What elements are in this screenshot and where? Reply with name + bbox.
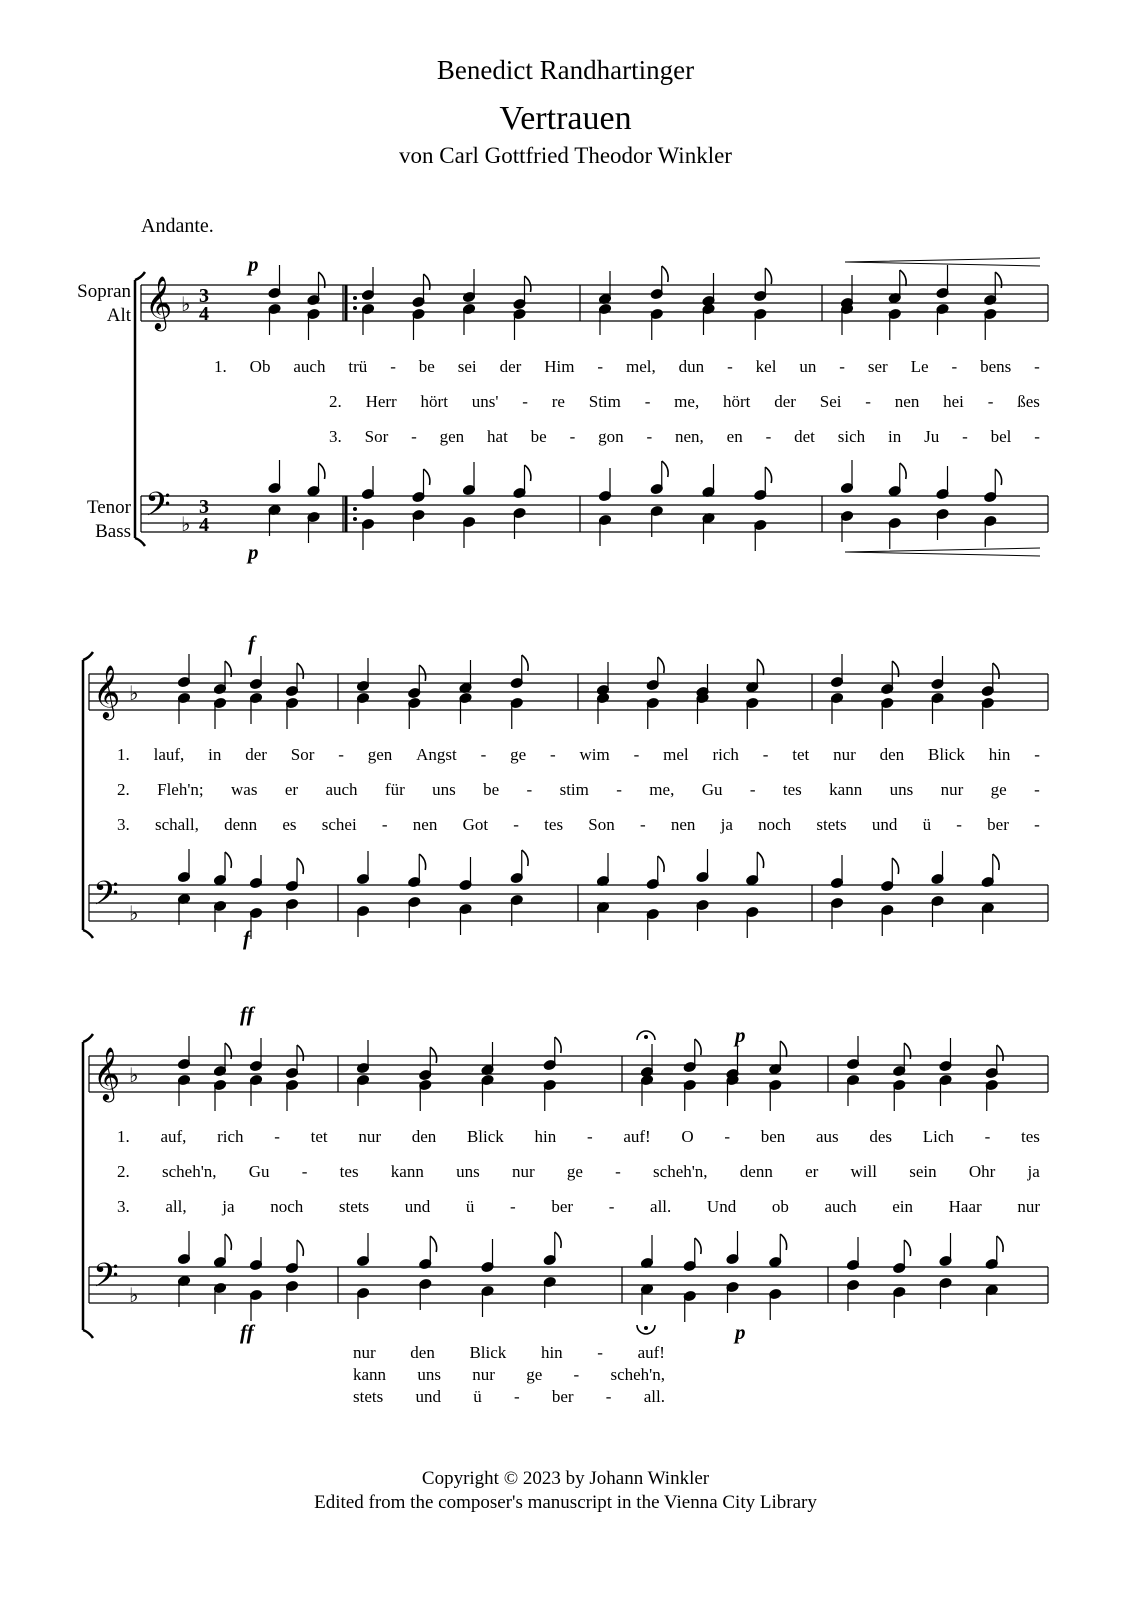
piece-title: Vertrauen <box>499 100 632 137</box>
lyric-syllable: auf, <box>160 1127 187 1146</box>
lyric-syllable: auch <box>325 780 358 799</box>
lyric-syllable: der <box>774 392 796 411</box>
treble-clef-icon: 𝄞 <box>145 275 173 329</box>
lyric-syllable: gen <box>367 745 393 764</box>
lyric-syllable: - <box>727 357 733 376</box>
flag <box>658 657 664 673</box>
bass-clef-icon: 𝄢 <box>93 1257 119 1303</box>
lyric-syllable: lauf, <box>153 745 185 764</box>
flag <box>555 1037 561 1053</box>
verse-number: 3. <box>117 815 130 834</box>
lyric-syllable: auf! <box>623 1127 651 1146</box>
lyric-syllable: hört <box>723 392 751 411</box>
flag <box>424 469 430 485</box>
repeat-dot <box>353 296 357 300</box>
lyric-syllable: auch <box>293 357 326 376</box>
lyric-syllable: bens <box>980 357 1012 376</box>
lyric-syllable: nur <box>940 780 964 799</box>
lyric-syllable: stets <box>816 815 847 834</box>
treble-clef-icon: 𝄞 <box>93 1046 121 1100</box>
lyric-syllable: Lich <box>922 1127 954 1146</box>
lyric-syllable: uns <box>417 1365 441 1384</box>
lyric-syllable: - <box>597 1343 603 1362</box>
lyric-syllable: scheh'n, <box>610 1365 665 1384</box>
bass-clef-icon: 𝄢 <box>145 486 171 532</box>
lyric-syllable: Angst <box>416 745 457 764</box>
lyric-syllable: stets <box>353 1387 384 1406</box>
lyric-syllable: Le <box>910 357 929 376</box>
lyric-syllable: in <box>208 745 222 764</box>
lyric-syllable: und <box>871 815 898 834</box>
time-signature-denominator: 4 <box>199 514 209 536</box>
lyric-syllable: - <box>597 357 604 376</box>
lyric-syllable: - <box>633 745 640 764</box>
flag <box>319 463 325 479</box>
lyric-syllable: Got <box>462 815 489 834</box>
flag <box>780 1234 786 1250</box>
lyric-syllable: sich <box>837 427 866 446</box>
lyric-syllable: - <box>522 392 528 411</box>
edition-note: Edited from the composer's manuscript in the Vienna City Library <box>314 1492 817 1513</box>
lyric-syllable: - <box>608 1197 615 1216</box>
dynamic-forte: f <box>248 631 255 655</box>
lyric-syllable: Him <box>544 357 575 376</box>
lyric-syllable: sei <box>457 357 477 376</box>
lyric-syllable: tes <box>544 815 564 834</box>
lyric-syllable: ben <box>760 1127 786 1146</box>
lyric-syllable: hört <box>420 392 448 411</box>
flag <box>757 852 763 868</box>
lyric-syllable: - <box>550 745 556 764</box>
flag <box>430 1047 436 1063</box>
lyric-syllable: be <box>530 427 547 446</box>
hairpin <box>845 548 1040 556</box>
lyric-line <box>329 392 1040 412</box>
lyric-syllable: hat <box>487 427 508 446</box>
lyric-syllable: bel <box>990 427 1012 446</box>
lyric-syllable: - <box>569 427 576 446</box>
lyric-syllable: Ob <box>249 357 271 376</box>
flag <box>662 461 668 477</box>
flag <box>765 268 771 284</box>
lyric-syllable: - <box>646 427 653 446</box>
lyric-syllable: - <box>526 780 533 799</box>
lyric-syllable: des <box>869 1127 893 1146</box>
flag <box>225 1234 231 1250</box>
flag <box>757 659 763 675</box>
lyric-syllable: tes <box>1021 1127 1040 1146</box>
lyric-syllable: auf! <box>637 1343 665 1362</box>
lyric-syllable: - <box>510 1197 516 1216</box>
lyric-syllable: ja <box>1027 1162 1040 1181</box>
lyric-syllable: be <box>483 780 500 799</box>
lyric-syllable: nen <box>412 815 438 834</box>
lyric-syllable: uns' <box>471 392 499 411</box>
lyric-syllable: wim <box>579 745 610 764</box>
lyric-syllable: und <box>415 1387 441 1406</box>
verse-number: 1. <box>214 357 227 376</box>
lyric-syllable: kann <box>390 1162 424 1181</box>
lyric-syllable: dun <box>678 357 705 376</box>
lyric-syllable: auch <box>824 1197 857 1216</box>
lyric-line <box>117 815 1040 835</box>
lyric-syllable: ja <box>720 815 733 834</box>
lyric-syllable: - <box>1034 745 1040 764</box>
flat-icon: ♭ <box>129 681 139 705</box>
lyric-syllable: - <box>956 815 962 834</box>
lyric-syllable: er <box>805 1162 819 1181</box>
lyric-line <box>214 357 1040 377</box>
lyric-syllable: noch <box>270 1197 304 1216</box>
lyric-line <box>117 780 1040 800</box>
lyric-syllable: Blick <box>928 745 965 764</box>
lyric-syllable: ge <box>510 745 527 764</box>
lyric-syllable: scheh'n, <box>161 1162 217 1181</box>
copyright-notice: Copyright © 2023 by Johann Winkler <box>421 1468 710 1489</box>
flag <box>695 1238 701 1254</box>
lyric-syllable: - <box>605 1387 612 1406</box>
flag <box>419 665 425 681</box>
lyric-syllable: schei <box>321 815 357 834</box>
lyric-syllable: Haar <box>948 1197 982 1216</box>
lyric-syllable: den <box>411 1127 437 1146</box>
lyric-syllable: - <box>480 745 487 764</box>
lyric-syllable: rich <box>217 1127 244 1146</box>
time-signature-denominator: 4 <box>199 303 209 325</box>
flag <box>900 463 906 479</box>
lyric-syllable: Gu <box>701 780 723 799</box>
lyric-syllable: Ohr <box>968 1162 996 1181</box>
lyric-syllable: hei <box>943 392 964 411</box>
lyric-syllable: en <box>726 427 743 446</box>
lyric-syllable: Fleh'n; <box>157 780 204 799</box>
flag <box>225 852 231 868</box>
flag <box>297 858 303 874</box>
lyric-line-lower <box>353 1343 665 1363</box>
repeat-dot <box>353 517 357 521</box>
verse-number: 2. <box>329 392 342 411</box>
lyric-syllable: will <box>850 1162 877 1181</box>
flag <box>904 1240 910 1256</box>
lyric-syllable: noch <box>758 815 792 834</box>
lyric-syllable: O <box>681 1127 694 1146</box>
lyric-syllable: aus <box>816 1127 839 1146</box>
lyric-syllable: - <box>762 745 769 764</box>
lyric-syllable: ber <box>987 815 1009 834</box>
repeat-dot <box>353 507 357 511</box>
hairpin <box>845 258 1040 266</box>
lyric-syllable: nen <box>670 815 696 834</box>
flag <box>522 655 528 671</box>
voice-label-alt: Alt <box>106 305 131 326</box>
lyric-syllable: mel <box>663 745 689 764</box>
flat-icon: ♭ <box>129 1283 139 1307</box>
lyric-syllable: kann <box>829 780 863 799</box>
lyric-syllable: in <box>887 427 902 446</box>
flag <box>997 1236 1003 1252</box>
flag <box>297 1045 303 1061</box>
verse-number: 1. <box>117 1127 130 1146</box>
lyric-syllable: Blick <box>466 1127 504 1146</box>
flag <box>780 1041 786 1057</box>
lyric-syllable: den <box>410 1343 435 1362</box>
lyric-syllable: trü <box>348 357 368 376</box>
flat-icon: ♭ <box>129 1063 139 1087</box>
lyric-syllable: den <box>879 745 905 764</box>
dynamic-forte: f <box>243 926 250 950</box>
lyric-syllable: Gu <box>248 1162 270 1181</box>
lyric-syllable: - <box>765 427 772 446</box>
lyric-syllable: un <box>799 357 817 376</box>
lyric-syllable: - <box>749 780 756 799</box>
flag <box>695 1039 701 1055</box>
flag <box>900 270 906 286</box>
lyric-syllable: - <box>381 815 388 834</box>
lyric-syllable: für <box>384 780 405 799</box>
dynamic-fortissimo: ff <box>240 1320 254 1344</box>
lyric-syllable: nur <box>358 1127 382 1146</box>
verse-number: 3. <box>117 1197 130 1216</box>
lyric-syllable: ge <box>990 780 1007 799</box>
lyric-line-lower <box>353 1387 665 1407</box>
lyric-syllable: ob <box>771 1197 789 1216</box>
lyric-syllable: schall, <box>154 815 199 834</box>
lyric-syllable: uns <box>456 1162 480 1181</box>
lyric-syllable: stets <box>338 1197 370 1216</box>
flag <box>993 663 999 679</box>
flag <box>424 274 430 290</box>
lyric-syllable: tes <box>339 1162 359 1181</box>
lyric-syllable: Sei <box>819 392 842 411</box>
lyric-syllable: er <box>284 780 299 799</box>
lyric-syllable: - <box>616 780 622 799</box>
fermata-dot <box>644 1326 648 1330</box>
lyric-syllable: ü <box>922 815 932 834</box>
lyric-line-lower <box>353 1365 665 1385</box>
flat-icon: ♭ <box>181 512 191 536</box>
lyric-syllable: ü <box>473 1387 482 1406</box>
lyric-syllable: - <box>513 815 519 834</box>
flag <box>419 854 425 870</box>
tempo-marking: Andante. <box>141 215 214 237</box>
lyric-syllable: uns <box>432 780 456 799</box>
lyric-syllable: all. <box>650 1197 672 1216</box>
repeat-dot <box>353 306 357 310</box>
lyric-syllable: - <box>1034 815 1040 834</box>
lyric-syllable: nur <box>833 745 856 764</box>
lyric-syllable: nur <box>472 1365 495 1384</box>
flag <box>892 858 898 874</box>
lyric-syllable: tes <box>782 780 802 799</box>
fermata-dot <box>644 1035 648 1039</box>
dynamic-fortissimo: ff <box>240 1002 254 1026</box>
flag <box>997 1045 1003 1061</box>
lyric-syllable: ü <box>465 1197 475 1216</box>
lyric-syllable: ßes <box>1017 392 1040 411</box>
lyric-syllable: Sor <box>364 427 389 446</box>
lyric-syllable: kel <box>755 357 777 376</box>
lyric-syllable: nur <box>353 1343 376 1362</box>
lyric-syllable: ser <box>867 357 888 376</box>
flag <box>522 850 528 866</box>
flag <box>555 1232 561 1248</box>
lyric-syllable: all. <box>643 1387 665 1406</box>
lyric-line <box>117 1127 1040 1147</box>
lyric-syllable: all, <box>165 1197 187 1216</box>
lyric-syllable: mel, <box>625 357 656 376</box>
lyric-syllable: tet <box>310 1127 328 1146</box>
lyric-syllable: uns <box>889 780 914 799</box>
lyric-syllable: - <box>573 1365 580 1384</box>
lyric-syllable: - <box>984 1127 991 1146</box>
lyric-syllable: re <box>551 392 565 411</box>
lyric-syllable: Stim <box>588 392 621 411</box>
lyric-syllable: Blick <box>469 1343 507 1362</box>
lyric-syllable: scheh'n, <box>653 1162 708 1181</box>
flag <box>662 266 668 282</box>
lyric-syllable: - <box>839 357 845 376</box>
lyric-syllable: ein <box>892 1197 913 1216</box>
lyric-syllable: - <box>987 392 994 411</box>
voice-label-sopran: Sopran <box>77 281 131 302</box>
lyric-line <box>117 1197 1040 1217</box>
flag <box>525 465 531 481</box>
system-bracket <box>83 652 93 938</box>
lyric-syllable: denn <box>739 1162 773 1181</box>
lyric-syllable: hin <box>534 1127 557 1146</box>
flag <box>658 856 664 872</box>
lyric-syllable: det <box>794 427 815 446</box>
lyric-syllable: ber <box>551 1387 574 1406</box>
lyric-syllable: ja <box>222 1197 235 1216</box>
lyric-syllable: nur <box>1017 1197 1040 1216</box>
verse-number: 2. <box>117 1162 130 1181</box>
lyric-syllable: ge <box>526 1365 543 1384</box>
lyric-syllable: Herr <box>365 392 397 411</box>
lyric-syllable: gon <box>598 427 624 446</box>
dynamic-piano: p <box>735 1023 746 1047</box>
dynamic-piano: p <box>248 252 259 276</box>
lyric-syllable: - <box>411 427 417 446</box>
flat-icon: ♭ <box>181 292 191 316</box>
lyric-syllable: Sor <box>290 745 315 764</box>
flat-icon: ♭ <box>129 901 139 925</box>
flag <box>525 276 531 292</box>
lyric-syllable: - <box>865 392 871 411</box>
lyric-syllable: me, <box>674 392 700 411</box>
lyric-line <box>117 1162 1040 1182</box>
lyric-syllable: Und <box>706 1197 737 1216</box>
flag <box>765 467 771 483</box>
time-signature-numerator: 3 <box>199 285 209 307</box>
lyric-syllable: Son <box>588 815 615 834</box>
lyric-syllable: - <box>951 357 958 376</box>
lyric-syllable: nen, <box>675 427 704 446</box>
flag <box>993 854 999 870</box>
flag <box>297 663 303 679</box>
lyric-syllable: - <box>644 392 651 411</box>
dynamic-piano: p <box>735 1320 746 1344</box>
system-bracket <box>83 1034 93 1338</box>
lyric-syllable: ber <box>551 1197 574 1216</box>
lyric-line <box>117 745 1040 765</box>
lyric-syllable: sein <box>909 1162 937 1181</box>
lyric-syllable: - <box>639 815 646 834</box>
bass-clef-icon: 𝄢 <box>93 875 119 921</box>
time-signature-numerator: 3 <box>199 496 209 518</box>
lyric-syllable: nur <box>511 1162 535 1181</box>
lyric-syllable: - <box>274 1127 280 1146</box>
flag <box>297 1240 303 1256</box>
lyric-syllable: Ju <box>924 427 940 446</box>
lyric-syllable: es <box>282 815 297 834</box>
lyric-syllable: tet <box>792 745 810 764</box>
lyric-syllable: und <box>404 1197 431 1216</box>
lyric-syllable: - <box>1034 357 1040 376</box>
lyric-syllable: hin <box>540 1343 563 1362</box>
flag <box>430 1236 436 1252</box>
lyric-syllable: hin <box>988 745 1011 764</box>
lyric-syllable: - <box>390 357 396 376</box>
lyric-line <box>329 427 1040 447</box>
lyric-syllable: - <box>615 1162 621 1181</box>
verse-number: 3. <box>329 427 342 446</box>
lyric-syllable: der <box>499 357 522 376</box>
lyric-syllable: - <box>513 1387 520 1406</box>
treble-clef-icon: 𝄞 <box>93 664 121 718</box>
lyric-syllable: - <box>962 427 968 446</box>
lyricist-credit: von Carl Gottfried Theodor Winkler <box>399 143 732 168</box>
lyric-syllable: - <box>586 1127 593 1146</box>
composer-name: Benedict Randhartinger <box>436 55 695 85</box>
lyric-syllable: denn <box>224 815 258 834</box>
lyric-syllable: - <box>724 1127 731 1146</box>
lyric-syllable: - <box>1034 780 1040 799</box>
flag <box>995 469 1001 485</box>
lyric-syllable: nen <box>894 392 920 411</box>
voice-label-bass: Bass <box>95 521 131 542</box>
lyric-syllable: ge <box>566 1162 583 1181</box>
lyric-syllable: me, <box>649 780 675 799</box>
lyric-syllable: rich <box>712 745 739 764</box>
lyric-syllable: stim <box>559 780 589 799</box>
verse-number: 1. <box>117 745 130 764</box>
lyric-syllable: kann <box>353 1365 387 1384</box>
lyric-syllable: gen <box>439 427 465 446</box>
lyric-syllable: - <box>338 745 344 764</box>
lyric-syllable: der <box>245 745 267 764</box>
dynamic-piano: p <box>248 540 259 564</box>
lyric-syllable: - <box>301 1162 308 1181</box>
verse-number: 2. <box>117 780 130 799</box>
lyric-syllable: be <box>418 357 435 376</box>
lyric-syllable: was <box>231 780 258 799</box>
voice-label-tenor: Tenor <box>86 497 131 518</box>
lyric-syllable: - <box>1034 427 1040 446</box>
